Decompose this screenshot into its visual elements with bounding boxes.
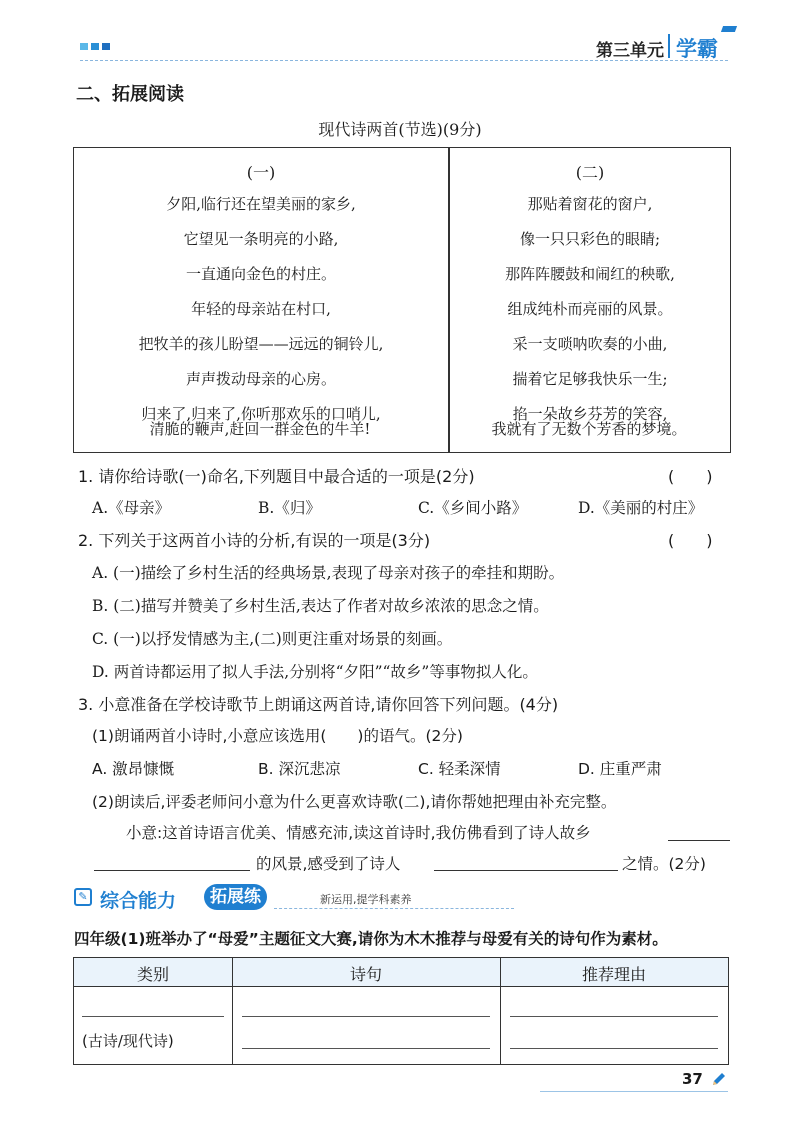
option-a[interactable]: A. 激昂慷慨 <box>92 760 175 778</box>
pencil-icon <box>710 1070 728 1088</box>
option-b[interactable]: B.《归》 <box>258 499 321 517</box>
answer-blank[interactable] <box>434 870 618 871</box>
reason-blank[interactable] <box>510 1048 718 1049</box>
category-blank[interactable] <box>82 1016 224 1017</box>
answer-blank[interactable] <box>94 870 250 871</box>
category-note: (古诗/现代诗) <box>82 1032 174 1050</box>
option-a[interactable]: A.《母亲》 <box>92 499 171 517</box>
option-b[interactable]: B. 深沉悲凉 <box>258 760 341 778</box>
answer-blank[interactable] <box>668 840 730 841</box>
poem-line: 夕阳,临行还在望美丽的家乡, <box>166 195 356 213</box>
question-3-part-2: (2)朗读后,评委老师问小意为什么更喜欢诗歌(二),请你帮她把理由补充完整。 <box>92 793 617 811</box>
option-c[interactable]: C. (一)以抒发情感为主,(二)则更注重对场景的刻画。 <box>92 630 453 648</box>
poem-line: 组成纯朴而亮丽的风景。 <box>507 300 673 318</box>
ability-title: 综合能力 <box>100 890 177 912</box>
option-d[interactable]: D.《美丽的村庄》 <box>578 499 704 517</box>
poem-line: 掐一朵故乡芬芳的笑容, <box>512 405 668 423</box>
header-decoration <box>80 43 110 50</box>
option-b[interactable]: B. (二)描写并赞美了乡村生活,表达了作者对故乡浓浓的思念之情。 <box>92 597 549 615</box>
answer-paren[interactable]: ( ) <box>668 531 713 550</box>
ability-banner <box>74 886 454 912</box>
poem-blank[interactable] <box>242 1048 490 1049</box>
poem-line: 那贴着窗花的窗户, <box>527 195 653 213</box>
poem-line: 一直通向金色的村庄。 <box>185 265 336 283</box>
question-3: 3. 小意准备在学校诗歌节上朗诵这两首诗,请你回答下列问题。(4分) <box>78 695 559 714</box>
answer-prompt-mid: 的风景,感受到了诗人 <box>256 855 401 873</box>
option-c[interactable]: C. 轻柔深情 <box>418 760 501 778</box>
poem-line: 它望见一条明亮的小路, <box>183 230 339 248</box>
ability-badge: 拓展练 <box>204 884 267 910</box>
poem-line: 揣着它足够我快乐一生; <box>512 370 668 388</box>
poem-box <box>73 147 731 453</box>
poem-one <box>74 148 448 452</box>
passage-title: 现代诗两首(节选)(9分) <box>318 120 482 139</box>
section-title: 二、拓展阅读 <box>76 84 184 105</box>
header-separator <box>668 34 670 58</box>
page-number: 37 <box>682 1070 703 1088</box>
task-prompt: 四年级(1)班举办了“母爱”主题征文大赛,请你为木木推荐与母爱有关的诗句作为素材。 <box>74 930 668 948</box>
answer-prompt-end: 之情。(2分) <box>622 855 706 873</box>
poem-line: 清脆的鞭声,赶回一群金色的牛羊! <box>149 420 371 438</box>
header-reason: 推荐理由 <box>581 965 646 984</box>
poem-line: 声声拨动母亲的心房。 <box>185 370 336 388</box>
option-d[interactable]: D. 两首诗都运用了拟人手法,分别将“夕阳”“故乡”等事物拟人化。 <box>92 663 538 681</box>
header-poem-line: 诗句 <box>349 965 382 984</box>
header-category: 类别 <box>136 965 169 984</box>
option-c[interactable]: C.《乡间小路》 <box>418 499 528 517</box>
option-a[interactable]: A. (一)描绘了乡村生活的经典场景,表现了母亲对孩子的牵挂和期盼。 <box>92 564 565 582</box>
recommendation-table <box>73 957 729 1065</box>
poem-line: 归来了,归来了,你听那欢乐的口哨儿, <box>141 405 381 423</box>
reason-blank[interactable] <box>510 1016 718 1017</box>
poem-line: 像一只只彩色的眼睛; <box>519 230 661 248</box>
poem-blank[interactable] <box>242 1016 490 1017</box>
poem-line: 我就有了无数个芳香的梦境。 <box>491 420 687 438</box>
poem-line: 采一支唢呐吹奏的小曲, <box>512 335 668 353</box>
poem-line: 那阵阵腰鼓和闹红的秧歌, <box>505 265 675 283</box>
poem-heading: (一) <box>246 163 276 182</box>
answer-prompt: 小意:这首诗语言优美、情感充沛,读这首诗时,我仿佛看到了诗人故乡 <box>126 824 591 842</box>
question-2: 2. 下列关于这两首小诗的分析,有误的一项是(3分) <box>78 531 431 550</box>
ability-subtitle: 新运用,提学科素养 <box>320 893 412 906</box>
footer-rule <box>540 1091 728 1092</box>
graduation-cap-icon <box>721 26 737 32</box>
question-1: 1. 请你给诗歌(一)命名,下列题目中最合适的一项是(2分) <box>78 467 475 486</box>
poem-two <box>450 148 730 452</box>
poem-line: 把牧羊的孩儿盼望——远远的铜铃儿, <box>138 335 384 353</box>
answer-paren[interactable]: ( ) <box>668 467 713 486</box>
notebook-icon: ✎ <box>74 888 92 906</box>
question-3-part-1: (1)朗诵两首小诗时,小意应该选用( )的语气。(2分) <box>92 727 463 745</box>
option-d[interactable]: D. 庄重严肃 <box>578 760 662 778</box>
banner-rule <box>274 908 514 909</box>
poem-line: 年轻的母亲站在村口, <box>191 300 331 318</box>
brand-logo: 学霸 <box>676 37 718 61</box>
poem-heading: (二) <box>575 163 605 182</box>
unit-label: 第三单元 <box>596 41 664 61</box>
